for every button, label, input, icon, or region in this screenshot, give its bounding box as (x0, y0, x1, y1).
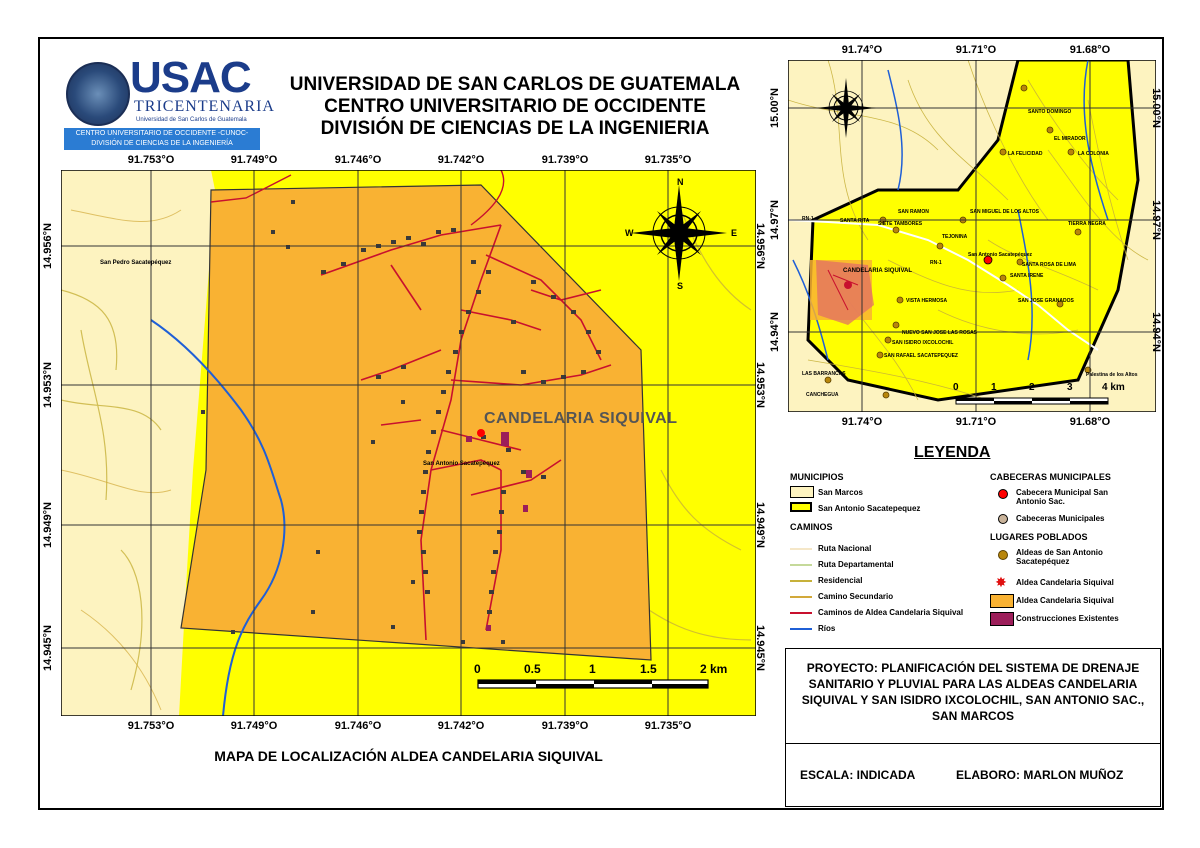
crest-icon (66, 62, 130, 126)
inset-place: LA COLONIA (1078, 151, 1109, 157)
main-map (61, 170, 756, 716)
logo-main-text: USAC (130, 53, 251, 102)
inset-place: CANDELARIA SIQUIVAL (843, 268, 912, 274)
inset-place: SANTA IRENE (1010, 273, 1044, 279)
legend-municipios-heading: MUNICIPIOS (790, 472, 844, 482)
inset-place: SANTA ROSA DE LIMA (1022, 262, 1077, 268)
header-titles (276, 74, 754, 140)
main-bottom-coord-5: 91.735°O (644, 720, 692, 732)
legend-line-rios (790, 628, 812, 630)
inset-place: Palestina de los Altos (1086, 372, 1138, 378)
legend-line-camino-secundario (790, 596, 812, 598)
compass-s: S (677, 281, 684, 291)
legend-cabeceras-heading: CABECERAS MUNICIPALES (990, 472, 1111, 482)
inset-scale-2: 2 (1029, 382, 1035, 393)
legend-swatch-aldea (990, 594, 1014, 608)
scale-label-0: 0 (474, 662, 481, 676)
main-top-coord-3: 91.742°O (437, 154, 485, 166)
scale-text: ESCALA: INDICADA (800, 768, 916, 782)
inset-place: SAN RAMON (898, 209, 929, 215)
legend-cam-2: Ruta Departamental (818, 560, 894, 569)
compass-w: W (625, 228, 634, 238)
scale-label-2: 1 (589, 662, 596, 676)
main-bottom-coord-2: 91.746°O (334, 720, 382, 732)
main-place-label: CANDELARIA SIQUIVAL (484, 410, 678, 427)
inset-place: CANCHEGUA (806, 392, 839, 398)
main-right-coord-2: 14.949°N (754, 502, 766, 548)
inset-place: NUEVO SAN JOSE LAS ROSAS (902, 330, 978, 336)
header-line-1: UNIVERSIDAD DE SAN CARLOS DE GUATEMALA (289, 74, 741, 95)
inset-left-coord-0: 15.00°N (768, 88, 781, 128)
legend-swatch-san-marcos (790, 486, 814, 498)
legend-mun-1: San Marcos (818, 488, 863, 497)
legend-title: LEYENDA (914, 444, 991, 461)
main-bottom-coord-3: 91.742°O (437, 720, 485, 732)
inset-place: SAN RAFAEL SACATEPEQUEZ (884, 353, 958, 359)
inset-map (788, 60, 1156, 412)
inset-bottom-coord-2: 91.68°O (1069, 416, 1111, 428)
compass-n: N (677, 177, 684, 187)
legend-dot-cabeceras (998, 514, 1008, 524)
scale-label-3: 1.5 (640, 662, 657, 676)
inset-right-coord-2: 14.94°N (1149, 312, 1162, 352)
inset-place: SAN ISIDRO IXCOLOCHIL (892, 340, 954, 346)
legend-mun-2: San Antonio Sacatepequez (818, 504, 921, 513)
inset-left-coord-2: 14.94°N (768, 312, 781, 352)
legend-line-ruta-departamental (790, 564, 812, 566)
inset-place: SAN JOSE GRANADOS (1018, 298, 1074, 304)
inset-right-coord-0: 15.00°N (1149, 88, 1162, 128)
main-left-coord-2: 14.949°N (42, 502, 54, 548)
main-top-coord-5: 91.735°O (644, 154, 692, 166)
inset-scale-0: 0 (953, 382, 959, 393)
inset-road-label: RN-1 (802, 216, 814, 222)
inset-place: San Antonio Sacatepéquez (968, 252, 1032, 258)
legend-lug-4: Construcciones Existentes (1016, 614, 1119, 623)
main-map-title: MAPA DE LOCALIZACIÓN ALDEA CANDELARIA SIQUIVAL (214, 748, 603, 764)
main-top-coord-1: 91.749°O (230, 154, 278, 166)
inset-place: LA FELICIDAD (1008, 151, 1043, 157)
usac-logo (64, 53, 275, 156)
logo-banner (64, 128, 260, 150)
inset-right-coord-1: 14.97°N (1149, 200, 1162, 240)
main-top-coord-0: 91.753°O (127, 154, 175, 166)
inset-top-coord-0: 91.74°O (841, 44, 883, 56)
legend-cam-3: Residencial (818, 576, 863, 585)
main-left-coord-1: 14.953°N (42, 362, 54, 408)
legend-swatch-construcciones (990, 612, 1014, 626)
logo-small-text: Universidad de San Carlos de Guatemala (136, 117, 247, 123)
inset-place: LAS BARRANCAS (802, 371, 846, 377)
scale-bar (478, 680, 708, 688)
inset-place: EL MIRADOR (1054, 136, 1086, 142)
logo-sub-text: TRICENTENARIA (134, 98, 275, 115)
main-small-label-1: San Pedro Sacatepéquez (100, 260, 172, 266)
author-text: ELABORO: MARLON MUÑOZ (956, 768, 1124, 782)
inset-place: SANTA RITA (840, 218, 870, 224)
main-bottom-coord-4: 91.739°O (541, 720, 589, 732)
inset-road-label: RN-1 (930, 260, 942, 266)
legend-cam-4: Camino Secundario (818, 592, 894, 601)
legend-swatch-san-antonio (790, 502, 812, 512)
main-right-coord-3: 14.945°N (754, 625, 766, 671)
inset-place: SANTO DOMINGO (1028, 109, 1072, 115)
legend-star-icon: ✸ (995, 574, 1007, 590)
main-right-coord-0: 14.956°N (754, 223, 766, 269)
legend-lugares-heading: LUGARES POBLADOS (990, 532, 1088, 542)
inset-scale-bar (956, 398, 1108, 404)
inset-bottom-coord-1: 91.71°O (955, 416, 997, 428)
project-text: PROYECTO: PLANIFICACIÓN DEL SISTEMA DE DRENAJE SANITARIO Y PLUVIAL PARA LAS ALDEAS CANDELARIA SIQUIVAL Y SAN ISIDRO IXCOLOCHIL, SAN ANTONIO SAC., SAN MARCOS (801, 661, 1145, 723)
compass-e: E (731, 228, 738, 238)
scale-label-4: 2 km (700, 662, 728, 676)
inset-left-coord-1: 14.97°N (768, 200, 781, 240)
main-left-coord-0: 14.956°N (42, 223, 54, 269)
main-right-coord-1: 14.953°N (754, 362, 766, 408)
inset-top-coord-2: 91.68°O (1069, 44, 1111, 56)
legend-lug-2: Aldea Candelaria Siquival (1016, 578, 1114, 587)
legend-caminos-heading: CAMINOS (790, 522, 833, 532)
main-bottom-coord-0: 91.753°O (127, 720, 175, 732)
legend-cab-1: Cabecera Municipal San Antonio Sac. (1016, 488, 1109, 506)
logo-banner-line-1: CENTRO UNIVERSITARIO DE OCCIDENTE -CUNOC- (75, 130, 249, 137)
logo-banner-line-2: DIVISIÓN DE CIENCIAS DE LA INGENIERÍA (91, 140, 233, 147)
legend-cab-2: Cabeceras Municipales (1016, 514, 1105, 523)
legend-cam-1: Ruta Nacional (818, 544, 872, 553)
legend-lug-1: Aldeas de San Antonio Sacatepéquez (1016, 548, 1103, 566)
legend-line-caminos-aldea (790, 612, 812, 614)
main-left-coord-3: 14.945°N (42, 625, 54, 671)
scale-label-1: 0.5 (524, 662, 541, 676)
inset-bottom-coord-0: 91.74°O (841, 416, 883, 428)
inset-scale-1: 1 (991, 382, 997, 393)
legend-cam-5: Caminos de Aldea Candelaria Siquival (818, 608, 964, 617)
header-line-2: CENTRO UNIVERSITARIO DE OCCIDENTE (324, 96, 706, 117)
main-small-label-2: San Antonio Sacatepéquez (423, 461, 500, 467)
main-bottom-coord-1: 91.749°O (230, 720, 278, 732)
legend-line-ruta-nacional (790, 548, 812, 550)
inset-place: SAN MIGUEL DE LOS ALTOS (970, 209, 1039, 215)
legend-lug-3: Aldea Candelaria Siquival (1016, 596, 1114, 605)
inset-place: TIERRA NEGRA (1068, 221, 1106, 227)
inset-place: SIETE TAMBORES (878, 221, 923, 227)
legend-cam-6: Ríos (818, 624, 836, 633)
inset-scale-3: 3 (1067, 382, 1073, 393)
inset-scale-4: 4 km (1102, 382, 1125, 393)
header-line-3: DIVISIÓN DE CIENCIAS DE LA INGENIERIA (320, 118, 710, 139)
legend-line-residencial (790, 580, 812, 582)
inset-place: TEJONINA (942, 234, 968, 240)
main-top-coord-4: 91.739°O (541, 154, 589, 166)
inset-top-coord-1: 91.71°O (955, 44, 997, 56)
main-top-coord-2: 91.746°O (334, 154, 382, 166)
inset-place: VISTA HERMOSA (906, 298, 948, 304)
legend-dot-cabecera-red (998, 489, 1008, 499)
legend-dot-aldeas (998, 550, 1008, 560)
